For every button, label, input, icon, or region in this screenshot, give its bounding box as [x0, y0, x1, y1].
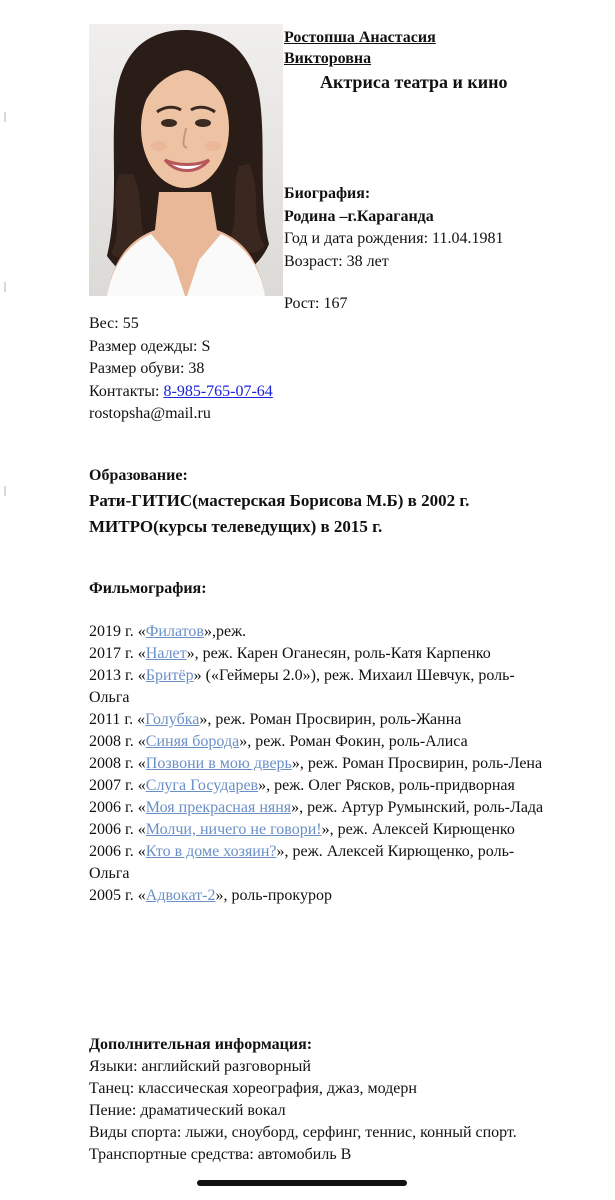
phone-link[interactable]: 8-985-765-07-64 — [163, 382, 273, 400]
film-year: 2006 г. « — [89, 799, 146, 816]
film-details: », реж. Олег Рясков, роль-придворная — [258, 777, 515, 794]
contacts-row — [89, 381, 273, 404]
languages: Языки: английский разговорный — [89, 1058, 311, 1075]
film-details: », реж. Роман Фокин, роль-Алиса — [239, 733, 468, 750]
film-details: », реж. Алексей Кирющенко, роль-Ольга — [89, 843, 515, 882]
film-details: », реж. Алексей Кирющенко — [321, 821, 515, 838]
film-title-link[interactable]: Налет — [145, 645, 187, 662]
sports: Виды спорта: лыжи, сноуборд, серфинг, теннис, конный спорт. — [89, 1124, 517, 1141]
film-year: 2013 г. « — [89, 667, 146, 684]
dance: Танец: классическая хореография, джаз, модерн — [89, 1080, 417, 1097]
film-item — [89, 643, 549, 665]
margin-mark — [4, 282, 6, 292]
film-details: », реж. Артур Румынский, роль-Лада — [291, 799, 544, 816]
additional-info-heading: Дополнительная информация: — [89, 1036, 313, 1053]
film-details: », реж. Роман Просвирин, роль-Лена — [291, 755, 543, 772]
film-details: » («Геймеры 2.0»), реж. Михаил Шевчук, роль-Ольга — [89, 667, 515, 706]
film-item — [89, 665, 549, 709]
film-item — [89, 753, 549, 775]
education-heading: Образование: — [89, 467, 188, 484]
additional-info-section — [89, 1034, 549, 1166]
margin-mark — [4, 486, 6, 496]
home-indicator[interactable] — [197, 1180, 407, 1186]
education-section — [89, 464, 469, 540]
weight: Вес: 55 — [89, 315, 139, 332]
biography-heading: Биография: — [284, 185, 371, 202]
singing: Пение: драматический вокал — [89, 1102, 286, 1119]
filmography-list — [89, 621, 549, 907]
film-title-link[interactable]: Кто в доме хозяин? — [145, 843, 277, 860]
age: Возраст: 38 лет — [284, 252, 389, 270]
education-item: Рати-ГИТИС(мастерская Борисова М.Б) в 2002 г. — [89, 491, 470, 510]
contacts-label: Контакты: — [89, 382, 164, 400]
film-title-link[interactable]: Голубка — [145, 711, 200, 728]
film-item — [89, 775, 549, 797]
film-item — [89, 731, 549, 753]
biography-section — [284, 183, 503, 316]
film-details: »,реж. — [203, 623, 247, 640]
birthplace: Родина –г.Караганда — [284, 207, 434, 225]
film-year: 2019 г. « — [89, 623, 146, 640]
film-details: », реж. Карен Оганесян, роль-Катя Карпенко — [186, 645, 491, 662]
film-title-link[interactable]: Молчи, ничего не говори! — [145, 821, 322, 838]
film-title-link[interactable]: Бритёр — [145, 667, 194, 684]
shoe-size: Размер обуви: 38 — [89, 360, 205, 377]
film-item — [89, 709, 549, 731]
profession-title: Актриса театра и кино — [320, 72, 508, 92]
education-item: МИТРО(курсы телеведущих) в 2015 г. — [89, 517, 383, 536]
film-item — [89, 885, 549, 907]
film-details: », реж. Роман Просвирин, роль-Жанна — [199, 711, 462, 728]
film-year: 2007 г. « — [89, 777, 146, 794]
filmography-heading: Фильмография: — [89, 580, 207, 597]
film-item — [89, 797, 549, 819]
transport: Транспортные средства: автомобиль В — [89, 1146, 352, 1163]
film-title-link[interactable]: Моя прекрасная няня — [145, 799, 292, 816]
height: Рост: 167 — [284, 295, 348, 312]
film-year: 2006 г. « — [89, 821, 146, 838]
film-title-link[interactable]: Филатов — [145, 623, 204, 640]
film-title-link[interactable]: Позвони в мою дверь — [145, 755, 292, 772]
film-title-link[interactable]: Синяя борода — [145, 733, 240, 750]
film-year: 2008 г. « — [89, 755, 146, 772]
film-year: 2011 г. « — [89, 711, 146, 728]
film-year: 2017 г. « — [89, 645, 146, 662]
film-item — [89, 819, 549, 841]
email: rostopsha@mail.ru — [89, 405, 211, 422]
film-title-link[interactable]: Адвокат-2 — [145, 887, 216, 904]
film-details: », роль-прокурор — [215, 887, 332, 904]
film-item — [89, 841, 549, 885]
film-year: 2005 г. « — [89, 887, 146, 904]
margin-mark — [4, 112, 6, 122]
film-year: 2006 г. « — [89, 843, 146, 860]
clothing-size: Размер одежды: S — [89, 337, 211, 355]
portrait-photo — [89, 24, 283, 296]
film-title-link[interactable]: Слуга Государев — [145, 777, 259, 794]
film-year: 2008 г. « — [89, 733, 146, 750]
parameters-section — [89, 313, 273, 426]
film-item — [89, 621, 549, 643]
birthdate: Год и дата рождения: 11.04.1981 — [284, 230, 504, 247]
actor-name: Ростопша Анастасия Викторовна — [284, 29, 436, 67]
